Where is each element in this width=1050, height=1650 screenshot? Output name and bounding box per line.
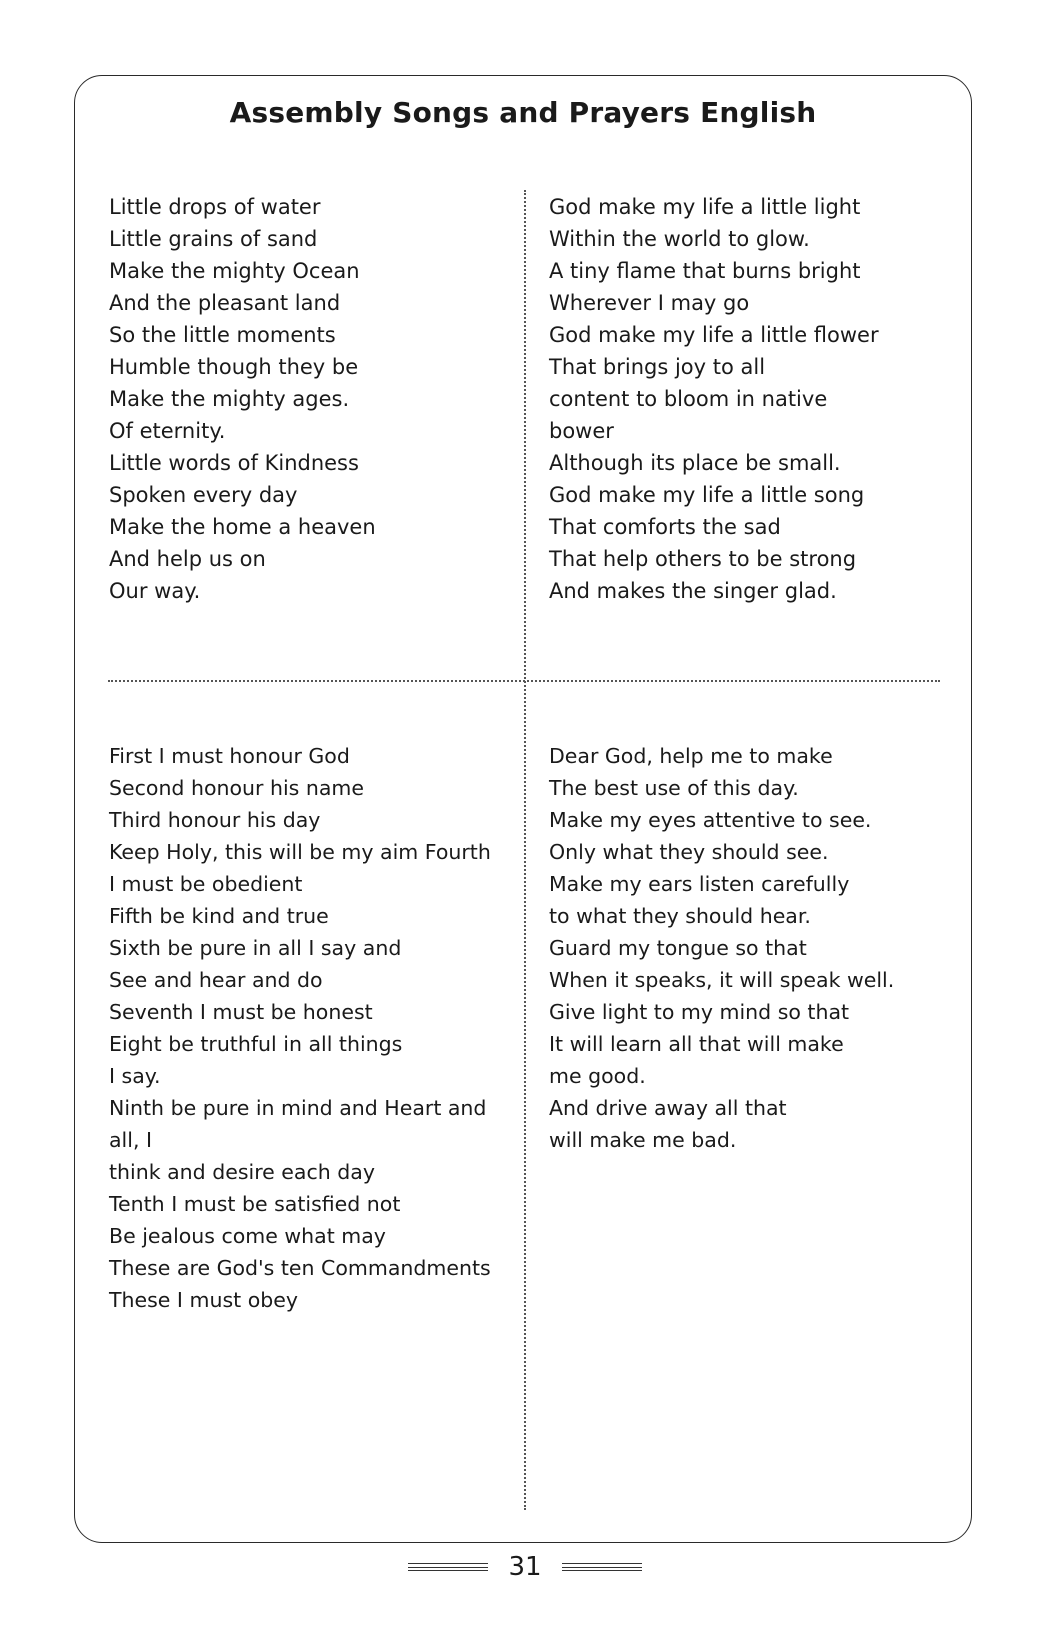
poem-line: The best use of this day. — [549, 776, 799, 800]
poem-line: Our way. — [109, 579, 201, 603]
poem-line: to what they should hear. — [549, 904, 811, 928]
poem-little-drops-of-water — [109, 191, 519, 607]
poem-line: Make my eyes attentive to see. — [549, 808, 872, 832]
poem-line: Seventh I must be honest — [109, 1000, 373, 1024]
poem-line: That brings joy to all — [549, 355, 766, 379]
poem-line: Sixth be pure in all I say and — [109, 936, 402, 960]
poem-line: And drive away all that — [549, 1096, 787, 1120]
poem-line: will make me bad. — [549, 1128, 737, 1152]
poem-ten-commandments — [109, 740, 519, 1316]
poem-line: These are God's ten Commandments — [109, 1256, 491, 1280]
poem-line: Third honour his day — [109, 808, 321, 832]
poem-line: me good. — [549, 1064, 646, 1088]
poem-line: That help others to be strong — [549, 547, 857, 571]
poem-line: That comforts the sad — [549, 515, 781, 539]
poem-line: Eight be truthful in all things — [109, 1032, 403, 1056]
poem-line: Tenth I must be satisfied not — [109, 1192, 401, 1216]
poem-line: Little drops of water — [109, 195, 321, 219]
footer-rule-right — [562, 1563, 642, 1572]
poem-line: Although its place be small. — [549, 451, 841, 475]
poem-line: I say. — [109, 1064, 161, 1088]
poem-line: See and hear and do — [109, 968, 323, 992]
poem-line: Give light to my mind so that — [549, 1000, 850, 1024]
poem-line: Guard my tongue so that — [549, 936, 807, 960]
poem-line: Be jealous come what may — [109, 1224, 386, 1248]
poem-line: bower — [549, 419, 614, 443]
poem-line: Little words of Kindness — [109, 451, 359, 475]
poem-line: Ninth be pure in mind and Heart and — [109, 1096, 487, 1120]
footer-rule-left — [408, 1563, 488, 1572]
poem-line: Second honour his name — [109, 776, 364, 800]
poem-line: Make the home a heaven — [109, 515, 376, 539]
poem-line: A tiny flame that burns bright — [549, 259, 861, 283]
poem-line: So the little moments — [109, 323, 336, 347]
horizontal-dotted-divider — [108, 680, 940, 682]
page-number: 31 — [508, 1552, 542, 1582]
poem-line: And makes the singer glad. — [549, 579, 837, 603]
poem-line: Humble though they be — [109, 355, 359, 379]
poem-line: Keep Holy, this will be my aim Fourth — [109, 840, 491, 864]
page-footer — [0, 1550, 1050, 1590]
poem-line: When it speaks, it will speak well. — [549, 968, 895, 992]
poem-line: God make my life a little light — [549, 195, 861, 219]
poem-line: Of eternity. — [109, 419, 226, 443]
poem-line: God make my life a little song — [549, 483, 865, 507]
poem-line: Make the mighty Ocean — [109, 259, 360, 283]
poem-line: Make my ears listen carefully — [549, 872, 850, 896]
page-title: Assembly Songs and Prayers English — [229, 96, 817, 129]
poem-line: Only what they should see. — [549, 840, 829, 864]
poem-line: Within the world to glow. — [549, 227, 810, 251]
poem-line: Make the mighty ages. — [109, 387, 350, 411]
poem-line: And help us on — [109, 547, 266, 571]
poem-line: First I must honour God — [109, 744, 350, 768]
poem-god-make-my-life — [549, 191, 959, 607]
poem-line: all, I — [109, 1128, 153, 1152]
poem-line: And the pleasant land — [109, 291, 341, 315]
poem-line: It will learn all that will make — [549, 1032, 844, 1056]
prayer-dear-god — [549, 740, 959, 1156]
poem-line: content to bloom in native — [549, 387, 828, 411]
vertical-dotted-divider — [524, 190, 526, 1510]
poem-line: God make my life a little flower — [549, 323, 879, 347]
poem-line: Wherever I may go — [549, 291, 750, 315]
poem-line: Fifth be kind and true — [109, 904, 329, 928]
poem-line: I must be obedient — [109, 872, 303, 896]
poem-line: Little grains of sand — [109, 227, 318, 251]
poem-line: think and desire each day — [109, 1160, 375, 1184]
poem-line: Spoken every day — [109, 483, 298, 507]
poem-line: These I must obey — [109, 1288, 298, 1312]
poem-line: Dear God, help me to make — [549, 744, 833, 768]
